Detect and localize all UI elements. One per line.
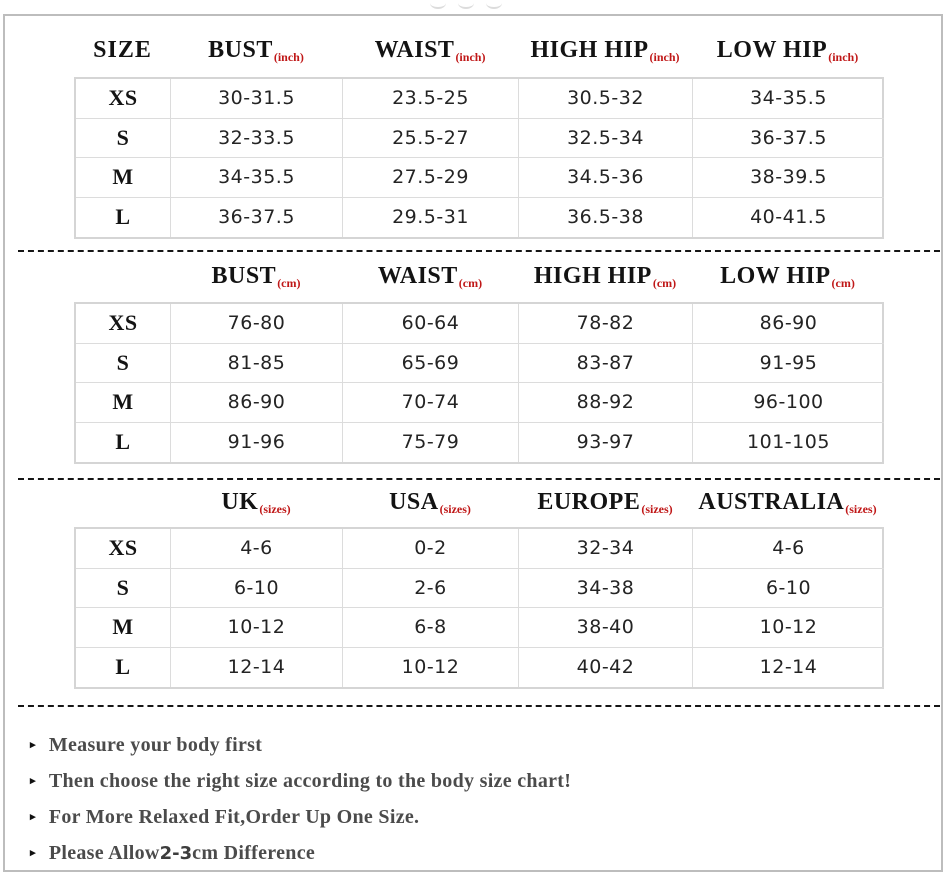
row-size-label: XS bbox=[76, 304, 171, 344]
header-cell-europe bbox=[518, 489, 692, 516]
value-cell: 70-74 bbox=[343, 383, 519, 423]
header-cell-high-hip bbox=[518, 37, 692, 64]
dashed-separator bbox=[18, 705, 940, 707]
size-column-header: SIZE bbox=[93, 36, 152, 63]
row-size-label: S bbox=[76, 344, 171, 384]
unit-label: (sizes) bbox=[845, 501, 877, 516]
value-cell: 27.5-29 bbox=[343, 158, 519, 198]
row-size-label: L bbox=[76, 198, 171, 238]
value-cell: 93-97 bbox=[519, 423, 693, 463]
value-cell: 40-41.5 bbox=[750, 206, 827, 229]
row-size-label: XS bbox=[76, 529, 171, 569]
header-cell-uk bbox=[170, 489, 342, 516]
header-cell-australia bbox=[692, 489, 883, 516]
fitting-notes bbox=[30, 727, 910, 871]
value-cell: 101-105 bbox=[747, 431, 830, 454]
note-text: Please Allow bbox=[48, 841, 160, 864]
value-cell: 88-92 bbox=[519, 383, 693, 423]
unit-label: (inch) bbox=[273, 49, 304, 64]
row-size-label: S bbox=[76, 119, 171, 159]
value-cell: 4-6 bbox=[693, 529, 884, 569]
note-line bbox=[30, 835, 910, 871]
row-size-label: S bbox=[76, 569, 171, 609]
value-cell: 76-80 bbox=[171, 304, 343, 344]
unit-label: (sizes) bbox=[641, 501, 673, 516]
note-line bbox=[30, 727, 910, 763]
dashed-separator bbox=[18, 250, 940, 252]
cropped-text-artifact bbox=[430, 0, 560, 9]
size-table-inch bbox=[74, 77, 884, 239]
header-cell-waist bbox=[342, 37, 518, 64]
row-size-label: M bbox=[76, 158, 171, 198]
value-cell: 32.5-34 bbox=[519, 119, 693, 159]
value-cell: 34-38 bbox=[519, 569, 693, 609]
value-cell: 75-79 bbox=[343, 423, 519, 463]
measure-label: UK bbox=[221, 488, 259, 515]
value-cell: 23.5-25 bbox=[343, 79, 519, 119]
measure-label: WAIST bbox=[374, 36, 455, 63]
value-cell: 10-12 bbox=[343, 648, 519, 688]
measure-label: LOW HIP bbox=[720, 262, 831, 289]
header-cell-low-hip bbox=[692, 37, 883, 64]
note-line bbox=[30, 799, 910, 835]
measure-label: WAIST bbox=[377, 262, 458, 289]
unit-label: (cm) bbox=[831, 275, 855, 290]
value-cell: 30.5-32 bbox=[519, 79, 693, 119]
unit-label: (sizes) bbox=[439, 501, 471, 516]
row-size-label: XS bbox=[76, 79, 171, 119]
value-cell: 29.5-31 bbox=[343, 198, 519, 238]
value-cell: 40-42 bbox=[519, 648, 693, 688]
value-cell: 0-2 bbox=[343, 529, 519, 569]
value-cell: 12-14 bbox=[171, 648, 343, 688]
value-cell: 65-69 bbox=[343, 344, 519, 384]
value-cell: 25.5-27 bbox=[343, 119, 519, 159]
value-cell: 81-85 bbox=[171, 344, 343, 384]
value-cell: 32-33.5 bbox=[171, 119, 343, 159]
unit-label: (inch) bbox=[455, 49, 486, 64]
value-cell: 78-82 bbox=[519, 304, 693, 344]
value-cell: 36-37.5 bbox=[693, 119, 884, 159]
value-cell: 36-37.5 bbox=[171, 198, 343, 238]
size-table-cm bbox=[74, 302, 884, 464]
value-cell: 38-40 bbox=[519, 608, 693, 648]
value-cell: 91-96 bbox=[171, 423, 343, 463]
unit-label: (cm) bbox=[652, 275, 677, 290]
header-cell-high-hip bbox=[518, 263, 692, 290]
value-cell: 86-90 bbox=[171, 383, 343, 423]
value-cell: 86-90 bbox=[693, 304, 884, 344]
value-cell: 6-8 bbox=[343, 608, 519, 648]
value-cell: 10-12 bbox=[171, 608, 343, 648]
measure-label: LOW HIP bbox=[716, 36, 828, 63]
note-highlight: 2-3 bbox=[159, 842, 193, 864]
value-cell: 12-14 bbox=[759, 656, 818, 679]
measure-label: BUST bbox=[208, 36, 273, 63]
value-cell: 36.5-38 bbox=[519, 198, 693, 238]
note-text: Then choose the right size according to the body size chart! bbox=[48, 769, 572, 792]
note-line bbox=[30, 763, 910, 799]
triangle-bullet-icon: ▸ bbox=[30, 810, 36, 823]
value-cell: 34-35.5 bbox=[693, 79, 884, 119]
value-cell: 6-10 bbox=[693, 569, 884, 609]
unit-label: (cm) bbox=[277, 275, 301, 290]
value-cell: 38-39.5 bbox=[693, 158, 884, 198]
header-cell-bust bbox=[170, 263, 342, 290]
dashed-separator bbox=[18, 478, 940, 480]
value-cell: 30-31.5 bbox=[171, 79, 343, 119]
table-header-inch bbox=[75, 30, 883, 70]
row-size-label: L bbox=[76, 648, 171, 688]
unit-label: (inch) bbox=[649, 49, 680, 64]
unit-label: (sizes) bbox=[259, 501, 291, 516]
value-cell: 4-6 bbox=[171, 529, 343, 569]
measure-label: AUSTRALIA bbox=[698, 488, 845, 515]
header-cell-waist bbox=[342, 263, 518, 290]
row-size-label: M bbox=[76, 383, 171, 423]
value-cell: 10-12 bbox=[693, 608, 884, 648]
value-cell: 2-6 bbox=[343, 569, 519, 609]
table-header-international bbox=[75, 482, 883, 522]
note-text-suffix: cm Difference bbox=[192, 841, 316, 864]
header-cell-usa bbox=[342, 489, 518, 516]
unit-label: (cm) bbox=[458, 275, 483, 290]
header-cell-low-hip bbox=[692, 263, 883, 290]
value-cell: 96-100 bbox=[693, 383, 884, 423]
value-cell: 91-95 bbox=[693, 344, 884, 384]
measure-label: EUROPE bbox=[537, 488, 641, 515]
row-size-label: L bbox=[76, 423, 171, 463]
measure-label: HIGH HIP bbox=[530, 36, 649, 63]
note-text: For More Relaxed Fit,Order Up One Size. bbox=[48, 805, 420, 828]
triangle-bullet-icon: ▸ bbox=[30, 738, 36, 751]
value-cell: 6-10 bbox=[171, 569, 343, 609]
table-header-cm bbox=[75, 256, 883, 296]
header-cell-bust bbox=[170, 37, 342, 64]
value-cell: 32-34 bbox=[519, 529, 693, 569]
measure-label: HIGH HIP bbox=[533, 262, 652, 289]
value-cell: 83-87 bbox=[519, 344, 693, 384]
value-cell: 60-64 bbox=[343, 304, 519, 344]
row-size-label: M bbox=[76, 608, 171, 648]
value-cell: 34.5-36 bbox=[519, 158, 693, 198]
measure-label: USA bbox=[389, 488, 439, 515]
value-cell: 34-35.5 bbox=[171, 158, 343, 198]
measure-label: BUST bbox=[211, 262, 277, 289]
unit-label: (inch) bbox=[828, 49, 859, 64]
triangle-bullet-icon: ▸ bbox=[30, 774, 36, 787]
triangle-bullet-icon: ▸ bbox=[30, 846, 36, 859]
size-table-international bbox=[74, 527, 884, 689]
note-text: Measure your body first bbox=[48, 733, 263, 756]
